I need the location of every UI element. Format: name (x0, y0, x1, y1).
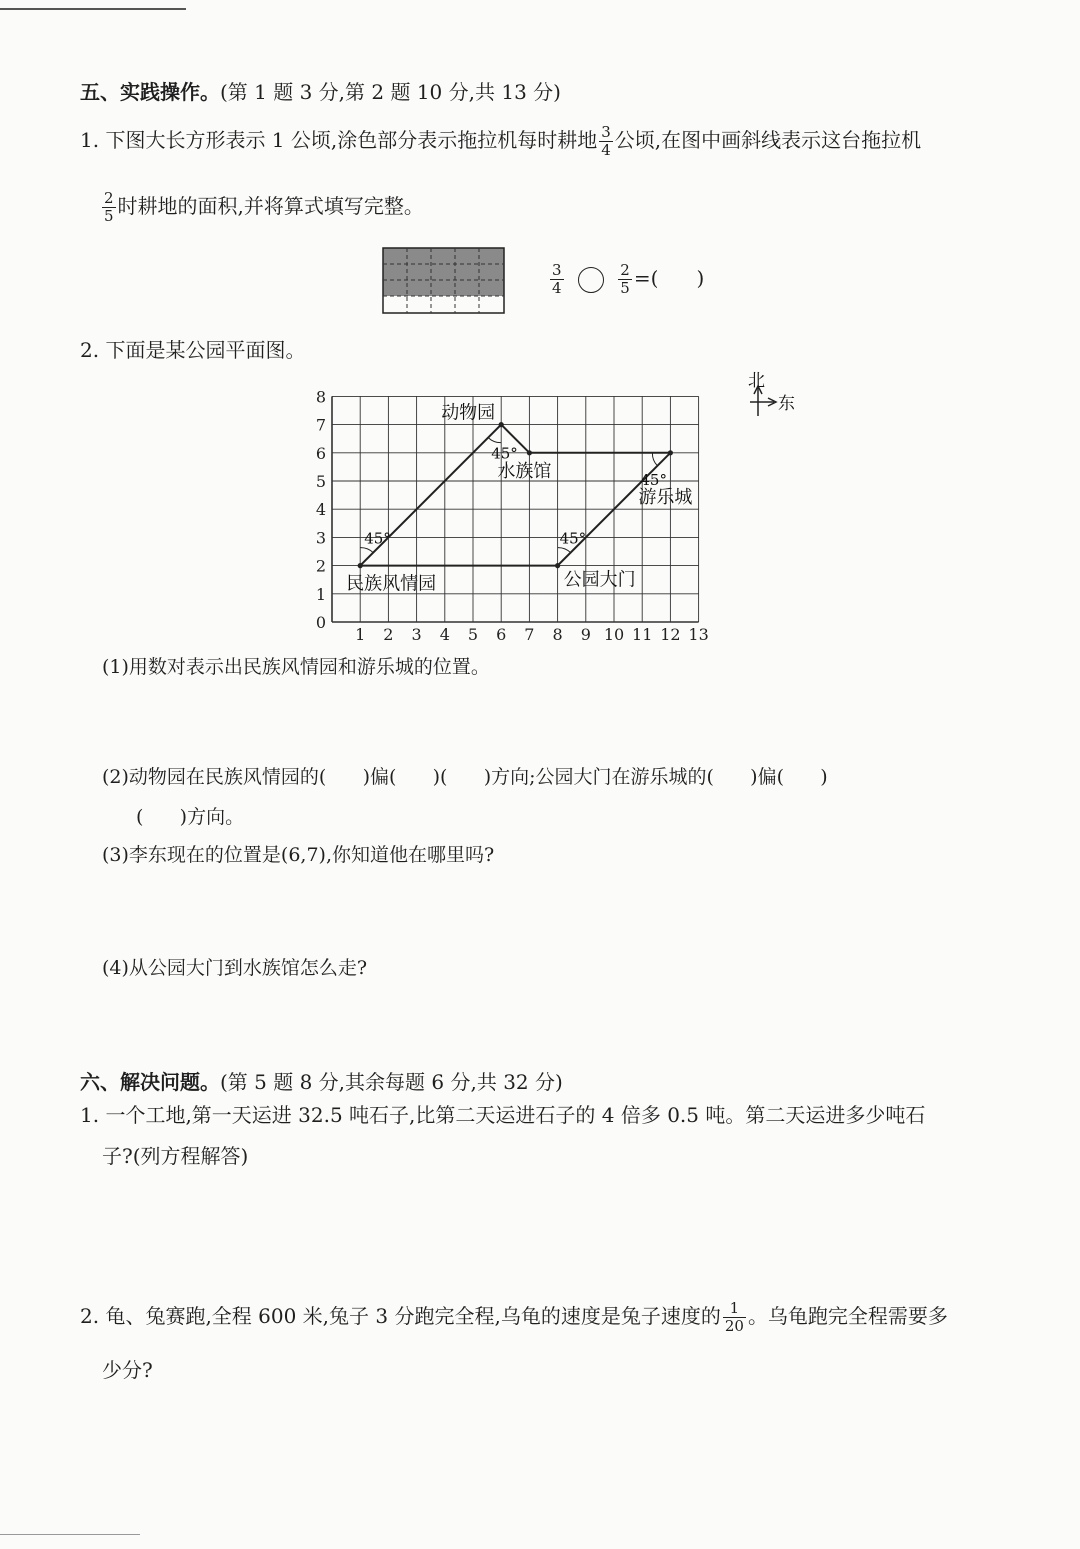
frac-den: 5 (104, 207, 114, 225)
place-point (668, 450, 673, 455)
s6-q1-line1: 1. 一个工地,第一天运进 32.5 吨石子,比第二天运进石子的 4 倍多 0.5 吨。第二天运进多少吨石 (80, 1103, 926, 1127)
angle-arc (360, 548, 373, 553)
x-tick-label: 13 (688, 625, 709, 644)
place-point (527, 450, 532, 455)
q2-sub3: (3)李东现在的位置是(6,7),你知道他在哪里吗? (102, 844, 495, 866)
q2-sub2-line2[interactable]: ( )方向。 (136, 806, 245, 828)
frac-den: 4 (552, 279, 562, 297)
frac-num: 2 (104, 189, 114, 207)
place-label: 民族风情园 (346, 573, 437, 595)
y-tick-label: 4 (315, 500, 326, 520)
q1-text-a: 1. 下图大长方形表示 1 公顷,涂色部分表示拖拉机每时耕地 (80, 128, 598, 152)
operator-circle-blank[interactable] (578, 267, 604, 293)
q1-text-c: 时耕地的面积,并将算式填写完整。 (117, 194, 424, 218)
place-label: 水族馆 (497, 460, 552, 482)
angle-label: 45° (364, 529, 391, 548)
s6-q1-line2: 子?(列方程解答) (102, 1144, 249, 1168)
frac-num: 2 (620, 261, 630, 279)
frac-den: 5 (620, 279, 630, 297)
place-point (499, 422, 504, 427)
place-label: 动物园 (441, 402, 496, 424)
q1-line2 (100, 190, 424, 225)
section6-note: (第 5 题 8 分,其余每题 6 分,共 32 分) (220, 1070, 563, 1094)
s6-q2-line1 (80, 1300, 948, 1335)
x-tick-label: 5 (467, 625, 479, 644)
angle-label: 45° (491, 444, 518, 463)
q2-intro: 2. 下面是某公园平面图。 (80, 338, 306, 362)
y-tick-label: 6 (315, 443, 326, 463)
frac-num: 3 (601, 123, 611, 141)
formula-answer-blank[interactable]: =( ) (633, 266, 705, 290)
frac-num: 3 (552, 261, 562, 279)
compass-east-label: 东 (778, 394, 795, 414)
frac-den: 20 (724, 1317, 744, 1335)
formula-fraction-b (618, 262, 632, 297)
x-tick-label: 7 (524, 625, 535, 644)
y-tick-label: 3 (315, 528, 326, 548)
q1-line1 (80, 124, 921, 159)
s6-q2-fraction (723, 1300, 746, 1335)
q1-fraction-3-4 (599, 124, 613, 159)
q1-formula (548, 262, 704, 297)
place-label: 公园大门 (563, 569, 636, 591)
q1-text-b: 公顷,在图中画斜线表示这台拖拉机 (614, 128, 922, 152)
place-point (358, 563, 363, 568)
angle-label: 45° (559, 529, 587, 548)
section5-note: (第 1 题 3 分,第 2 题 10 分,共 13 分) (220, 80, 561, 104)
y-tick-label: 1 (315, 584, 326, 604)
bottom-rule (0, 1534, 140, 1535)
x-tick-label: 10 (603, 625, 625, 644)
x-tick-label: 6 (496, 625, 507, 644)
angle-arc (652, 453, 657, 466)
shaded-area (383, 248, 504, 296)
y-tick-label: 7 (315, 415, 326, 435)
x-tick-label: 4 (439, 625, 450, 644)
y-tick-label: 8 (315, 387, 326, 407)
section6-heading (80, 1068, 563, 1096)
s6-q2-text-a: 2. 龟、兔赛跑,全程 600 米,兔子 3 分跑完全程,乌龟的速度是兔子速度的 (80, 1304, 721, 1328)
q2-sub2-line1[interactable]: (2)动物园在民族风情园的( )偏( )( )方向;公园大门在游乐城的( )偏( ) (102, 766, 828, 788)
section6-title: 六、解决问题。 (80, 1070, 220, 1094)
y-tick-label: 0 (315, 613, 326, 632)
x-tick-label: 1 (355, 625, 366, 644)
angle-arc (488, 438, 501, 443)
formula-fraction-a (550, 262, 564, 297)
s6-q2-line2: 少分? (102, 1358, 153, 1382)
section5-title: 五、实践操作。 (80, 80, 220, 104)
compass-north-label: 北 (748, 371, 765, 391)
section5-heading (80, 78, 561, 106)
s6-q2-text-b: 。乌龟跑完全程需要多 (747, 1304, 948, 1328)
hectare-rectangle[interactable] (382, 247, 506, 315)
q1-fraction-2-5 (102, 190, 116, 225)
place-label: 游乐城 (638, 486, 693, 508)
frac-den: 4 (601, 141, 611, 159)
q2-sub4: (4)从公园大门到水族馆怎么走? (102, 957, 368, 979)
x-tick-label: 8 (552, 625, 563, 644)
top-rule (0, 8, 186, 10)
y-tick-label: 5 (315, 472, 326, 491)
x-tick-label: 12 (660, 625, 681, 644)
place-point (555, 563, 560, 568)
park-map (300, 370, 800, 650)
q2-sub1: (1)用数对表示出民族风情园和游乐城的位置。 (102, 656, 490, 678)
angle-arc (558, 548, 571, 553)
x-tick-label: 9 (580, 625, 591, 644)
angle-label: 45° (640, 470, 667, 489)
frac-num: 1 (723, 1300, 746, 1318)
y-tick-label: 2 (315, 556, 326, 576)
x-tick-label: 3 (411, 625, 422, 644)
x-tick-label: 11 (632, 625, 653, 644)
x-tick-label: 2 (383, 625, 394, 644)
